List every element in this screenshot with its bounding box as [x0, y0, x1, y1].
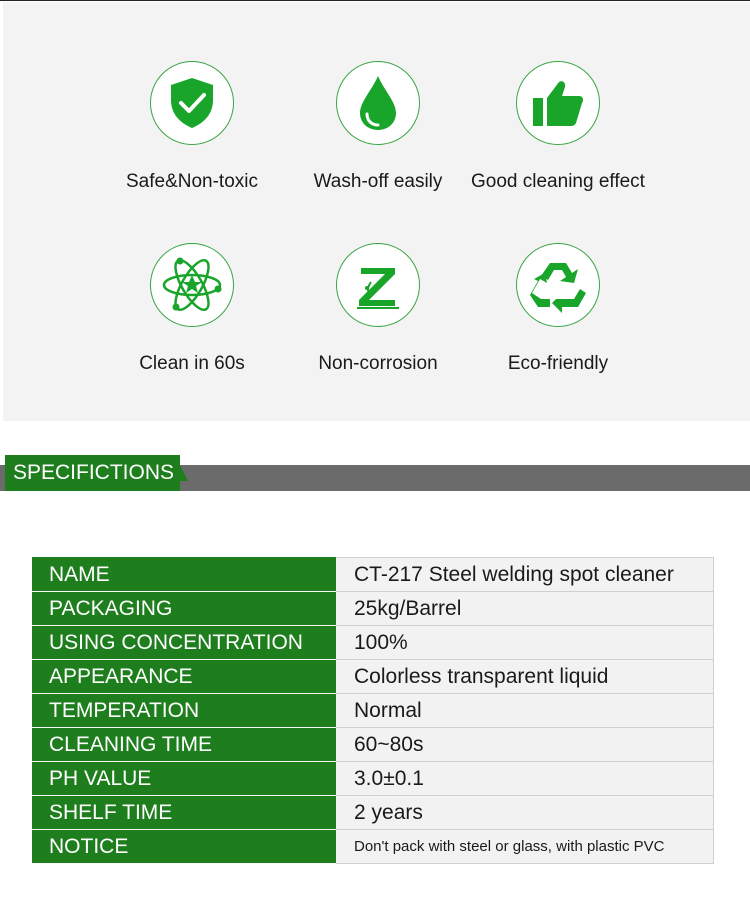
feature-label: Good cleaning effect: [471, 171, 645, 192]
table-row: [33, 694, 714, 728]
table-row: [33, 728, 714, 762]
feature-label: Clean in 60s: [139, 353, 245, 374]
feature-icon-circle: [336, 243, 420, 327]
water-drop-icon: [358, 74, 398, 132]
spec-value: Don't pack with steel or glass, with plastic PVC: [336, 830, 714, 864]
shield-check-icon: [167, 76, 217, 130]
z-letter-icon: [353, 260, 403, 310]
feature-label: Safe&Non-toxic: [125, 171, 258, 192]
spec-key: TEMPERATION: [33, 694, 336, 728]
features-panel: [3, 2, 750, 421]
feature-good-cleaning: [458, 61, 658, 193]
spec-value: 3.0±0.1: [336, 762, 714, 796]
table-row: [33, 796, 714, 830]
spec-value: 25kg/Barrel: [336, 592, 714, 626]
spec-value: 2 years: [336, 796, 714, 830]
spec-key: CLEANING TIME: [33, 728, 336, 762]
feature-clean-60s: [92, 243, 292, 375]
table-row: [33, 626, 714, 660]
spec-tab-notch: [180, 465, 188, 481]
feature-icon-circle: [516, 243, 600, 327]
atom-icon: [160, 255, 224, 315]
table-row: [33, 592, 714, 626]
feature-non-corrosion: [278, 243, 478, 375]
table-row: [33, 830, 714, 864]
spec-value: 60~80s: [336, 728, 714, 762]
spec-key: APPEARANCE: [33, 660, 336, 694]
spec-key: PH VALUE: [33, 762, 336, 796]
spec-key: USING CONCENTRATION: [33, 626, 336, 660]
spec-key: SHELF TIME: [33, 796, 336, 830]
feature-icon-circle: [516, 61, 600, 145]
feature-wash-off: [278, 61, 478, 193]
top-border: [0, 0, 750, 1]
feature-label: Non-corrosion: [318, 353, 438, 374]
table-row: [33, 762, 714, 796]
feature-icon-circle: [336, 61, 420, 145]
feature-safe-non-toxic: [92, 61, 292, 193]
recycle-icon: [528, 257, 588, 313]
spec-value: Colorless transparent liquid: [336, 660, 714, 694]
table-row: [33, 660, 714, 694]
spec-value: CT-217 Steel welding spot cleaner: [336, 558, 714, 592]
table-row: [33, 558, 714, 592]
spec-key: PACKAGING: [33, 592, 336, 626]
spec-value: 100%: [336, 626, 714, 660]
spec-header-tab: [5, 455, 180, 491]
feature-label: Wash-off easily: [313, 171, 443, 192]
spec-key: NOTICE: [33, 830, 336, 864]
spec-heading: SPECIFICTIONS: [13, 461, 175, 484]
feature-icon-circle: [150, 243, 234, 327]
spec-value: Normal: [336, 694, 714, 728]
feature-label: Eco-friendly: [507, 353, 609, 374]
feature-eco-friendly: [458, 243, 658, 375]
feature-icon-circle: [150, 61, 234, 145]
spec-key: NAME: [33, 558, 336, 592]
spec-table: [32, 557, 714, 864]
thumbs-up-icon: [531, 78, 585, 128]
